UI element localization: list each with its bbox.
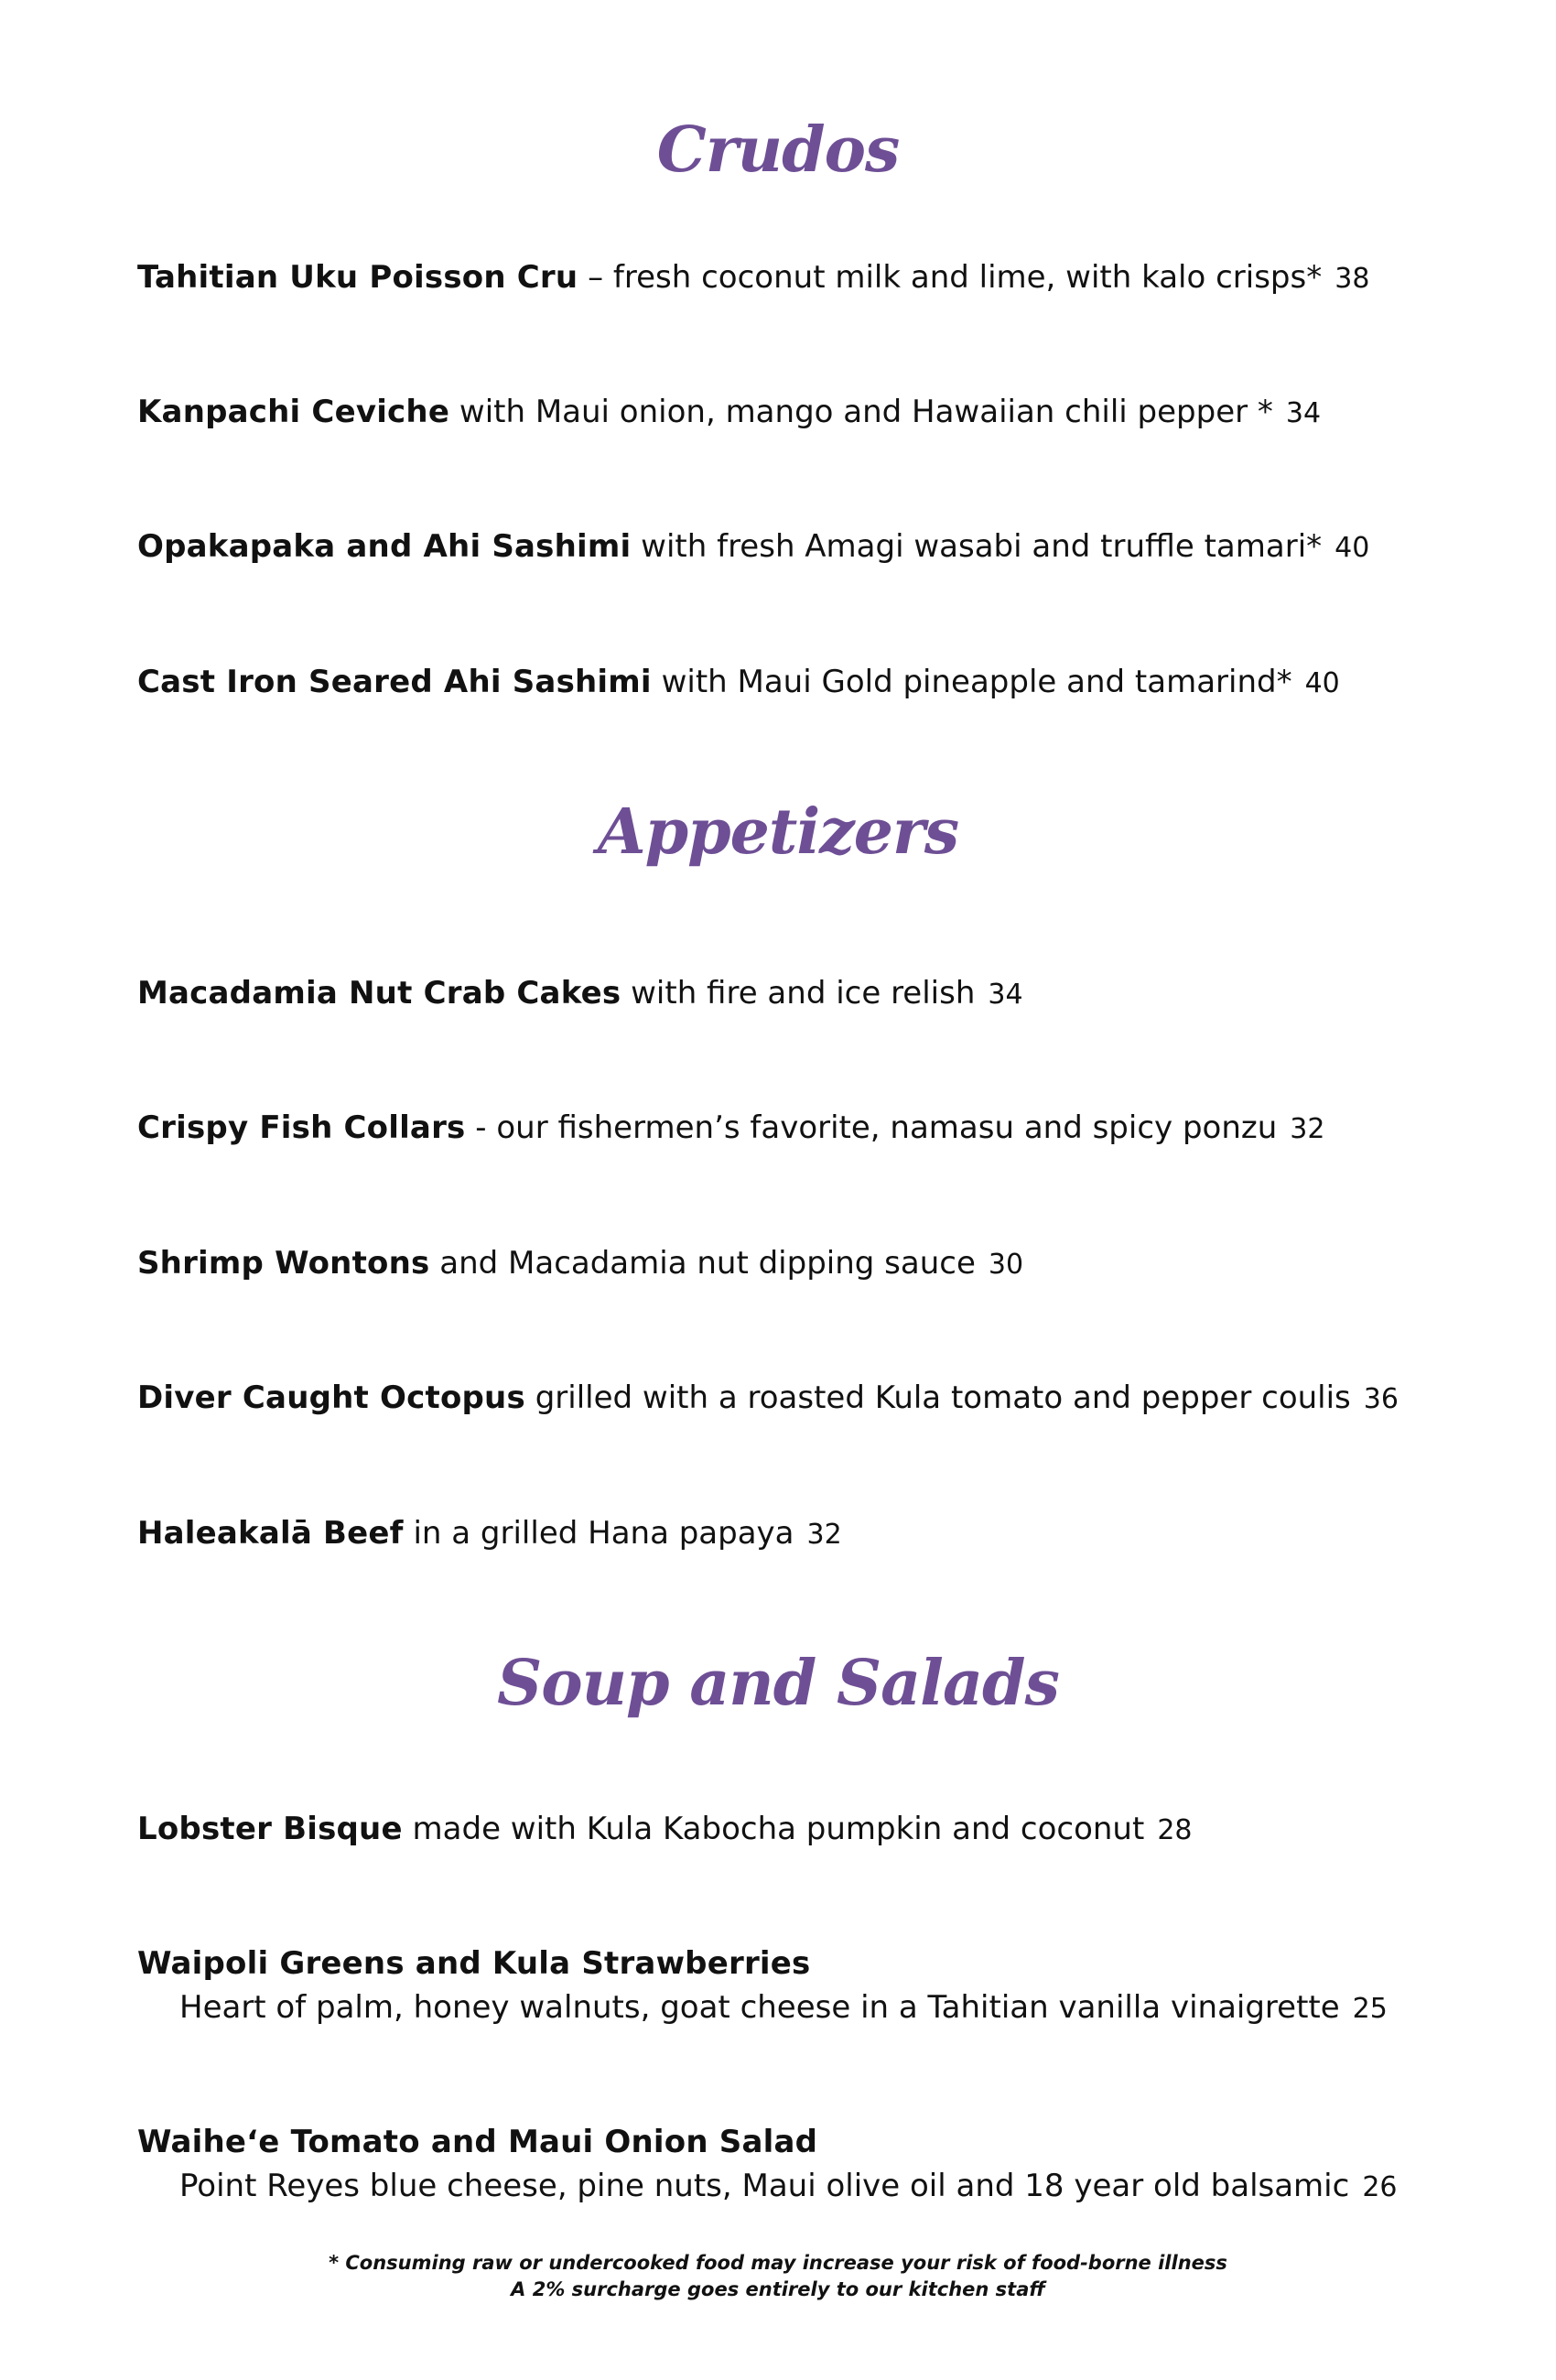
menu-item <box>137 1109 1324 1147</box>
menu-item <box>137 1515 842 1552</box>
item-description: - our fishermen’s favorite, namasu and spicy ponzu <box>465 1109 1278 1146</box>
item-description: grilled with a roasted Kula tomato and pepper coulis <box>524 1379 1351 1416</box>
item-price: 40 <box>1304 667 1340 699</box>
item-name: Shrimp Wontons <box>137 1245 430 1282</box>
item-price: 34 <box>988 979 1023 1011</box>
item-price: 38 <box>1334 263 1370 295</box>
item-description: – fresh coconut milk and lime, with kalo crisps* <box>578 259 1323 296</box>
item-description: in a grilled Hana papaya <box>403 1515 794 1552</box>
item-name: Haleakalā Beef <box>137 1515 404 1552</box>
item-name: Macadamia Nut Crab Cakes <box>137 975 621 1012</box>
item-description: with Maui onion, mango and Hawaiian chili pepper * <box>449 394 1273 430</box>
menu-item <box>137 975 1023 1012</box>
menu-item <box>137 1945 810 1983</box>
menu-item <box>137 1811 1193 1848</box>
item-description: and Macadamia nut dipping sauce <box>429 1245 976 1282</box>
item-name: Diver Caught Octopus <box>137 1379 525 1416</box>
item-name: Waipoli Greens and Kula Strawberries <box>137 1945 811 1982</box>
item-description: made with Kula Kabocha pumpkin and coconut <box>402 1811 1145 1847</box>
item-price: 34 <box>1285 397 1322 429</box>
footer-line-health-warning: * Consuming raw or undercooked food may increase your risk of food-borne illness <box>329 2252 1227 2274</box>
item-description: with Maui Gold pineapple and tamarind* <box>651 664 1292 700</box>
item-price: 25 <box>1352 1993 1388 2025</box>
item-description: with fire and ice relish <box>621 975 976 1012</box>
item-description-line <box>179 2168 1398 2205</box>
item-name: Opakapaka and Ahi Sashimi <box>137 528 632 565</box>
item-price: 40 <box>1334 532 1370 564</box>
item-description: Heart of palm, honey walnuts, goat cheese in a Tahitian vanilla vinaigrette <box>179 1989 1340 2026</box>
section-title-soup-and-salads: Soup and Salads <box>497 1647 1059 1720</box>
menu-item <box>137 2124 817 2161</box>
item-name: Lobster Bisque <box>137 1811 403 1847</box>
item-price: 32 <box>1290 1113 1325 1145</box>
footer-notice <box>0 2250 1556 2304</box>
item-name: Waihe‘e Tomato and Maui Onion Salad <box>137 2124 818 2160</box>
footer-line-surcharge: A 2% surcharge goes entirely to our kitchen staff <box>511 2278 1045 2301</box>
item-description: with fresh Amagi wasabi and truffle tamari* <box>631 528 1323 565</box>
item-description: Point Reyes blue cheese, pine nuts, Maui olive oil and 18 year old balsamic <box>179 2168 1350 2204</box>
section-title-crudos: Crudos <box>656 114 900 187</box>
section-title-appetizers: Appetizers <box>597 795 959 869</box>
item-price: 30 <box>988 1249 1024 1281</box>
item-description-line <box>179 1989 1388 2027</box>
item-price: 36 <box>1363 1383 1399 1415</box>
item-name: Cast Iron Seared Ahi Sashimi <box>137 664 652 700</box>
item-price: 28 <box>1157 1814 1193 1846</box>
menu-item <box>137 664 1340 701</box>
item-name: Kanpachi Ceviche <box>137 394 450 430</box>
menu-item <box>137 1245 1023 1282</box>
item-name: Tahitian Uku Poisson Cru <box>137 259 578 296</box>
item-price: 26 <box>1362 2171 1398 2203</box>
menu-item <box>137 1379 1399 1417</box>
menu-item <box>137 528 1369 566</box>
item-price: 32 <box>806 1519 842 1551</box>
item-name: Crispy Fish Collars <box>137 1109 466 1146</box>
menu-item <box>137 394 1321 431</box>
menu-item <box>137 259 1369 297</box>
